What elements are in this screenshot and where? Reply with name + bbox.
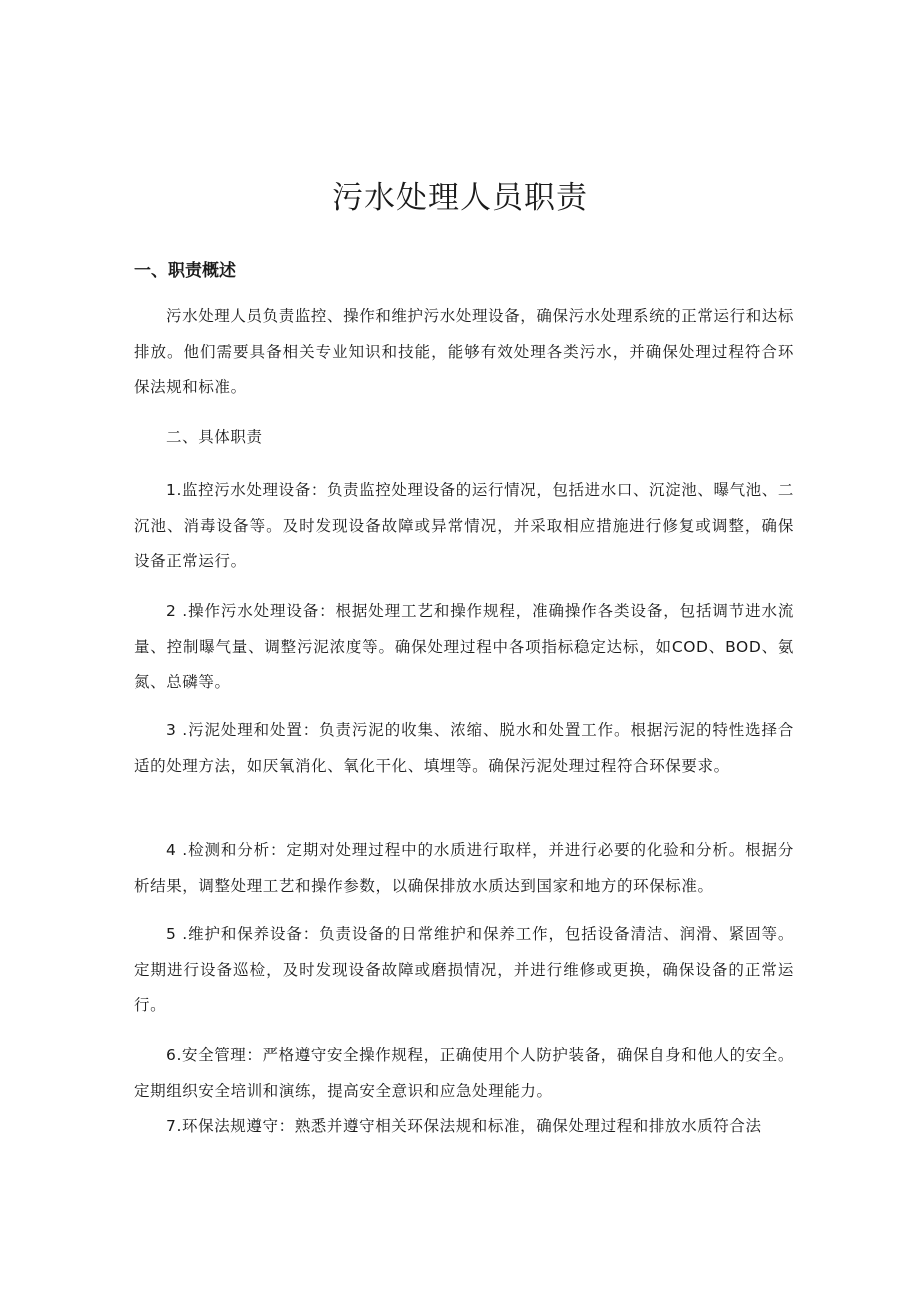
duty-item-4: 4 .检测和分析：定期对处理过程中的水质进行取样，并进行必要的化验和分析。根据分析结果，调整处理工艺和操作参数，以确保排放水质达到国家和地方的环保标准。 (134, 841, 794, 895)
section-heading-duties: 二、具体职责 (166, 428, 263, 446)
overview-paragraph: 污水处理人员负责监控、操作和维护污水处理设备，确保污水处理系统的正常运行和达标排放。他们需要具备相关专业知识和技能，能够有效处理各类污水，并确保处理过程符合环保法规和标准。 (134, 307, 794, 396)
duty-item-6: 6.安全管理：严格遵守安全操作规程，正确使用个人防护装备，确保自身和他人的安全。定期组织安全培训和演练，提高安全意识和应急处理能力。 (134, 1046, 794, 1100)
section-heading-overview: 一、职责概述 (134, 261, 236, 281)
duty-item-5: 5 .维护和保养设备：负责设备的日常维护和保养工作，包括设备清洁、润滑、紧固等。定期进行设备巡检，及时发现设备故障或磨损情况，并进行维修或更换，确保设备的正常运行。 (134, 925, 794, 1014)
document-title: 污水处理人员职责 (332, 180, 588, 216)
duty-item-1: 1.监控污水处理设备：负责监控处理设备的运行情况，包括进水口、沉淀池、曝气池、二沉池、消毒设备等。及时发现设备故障或异常情况，并采取相应措施进行修复或调整，确保设备正常运行。 (134, 481, 794, 570)
duty-item-2: 2 .操作污水处理设备：根据处理工艺和操作规程，准确操作各类设备，包括调节进水流量、控制曝气量、调整污泥浓度等。确保处理过程中各项指标稳定达标，如COD、BOD、氨氮、总磷等。 (134, 602, 794, 691)
duty-item-7: 7.环保法规遵守：熟悉并遵守相关环保法规和标准，确保处理过程和排放水质符合法 (166, 1117, 762, 1135)
duty-item-3: 3 .污泥处理和处置：负责污泥的收集、浓缩、脱水和处置工作。根据污泥的特性选择合适的处理方法，如厌氧消化、氧化干化、填埋等。确保污泥处理过程符合环保要求。 (134, 721, 794, 775)
